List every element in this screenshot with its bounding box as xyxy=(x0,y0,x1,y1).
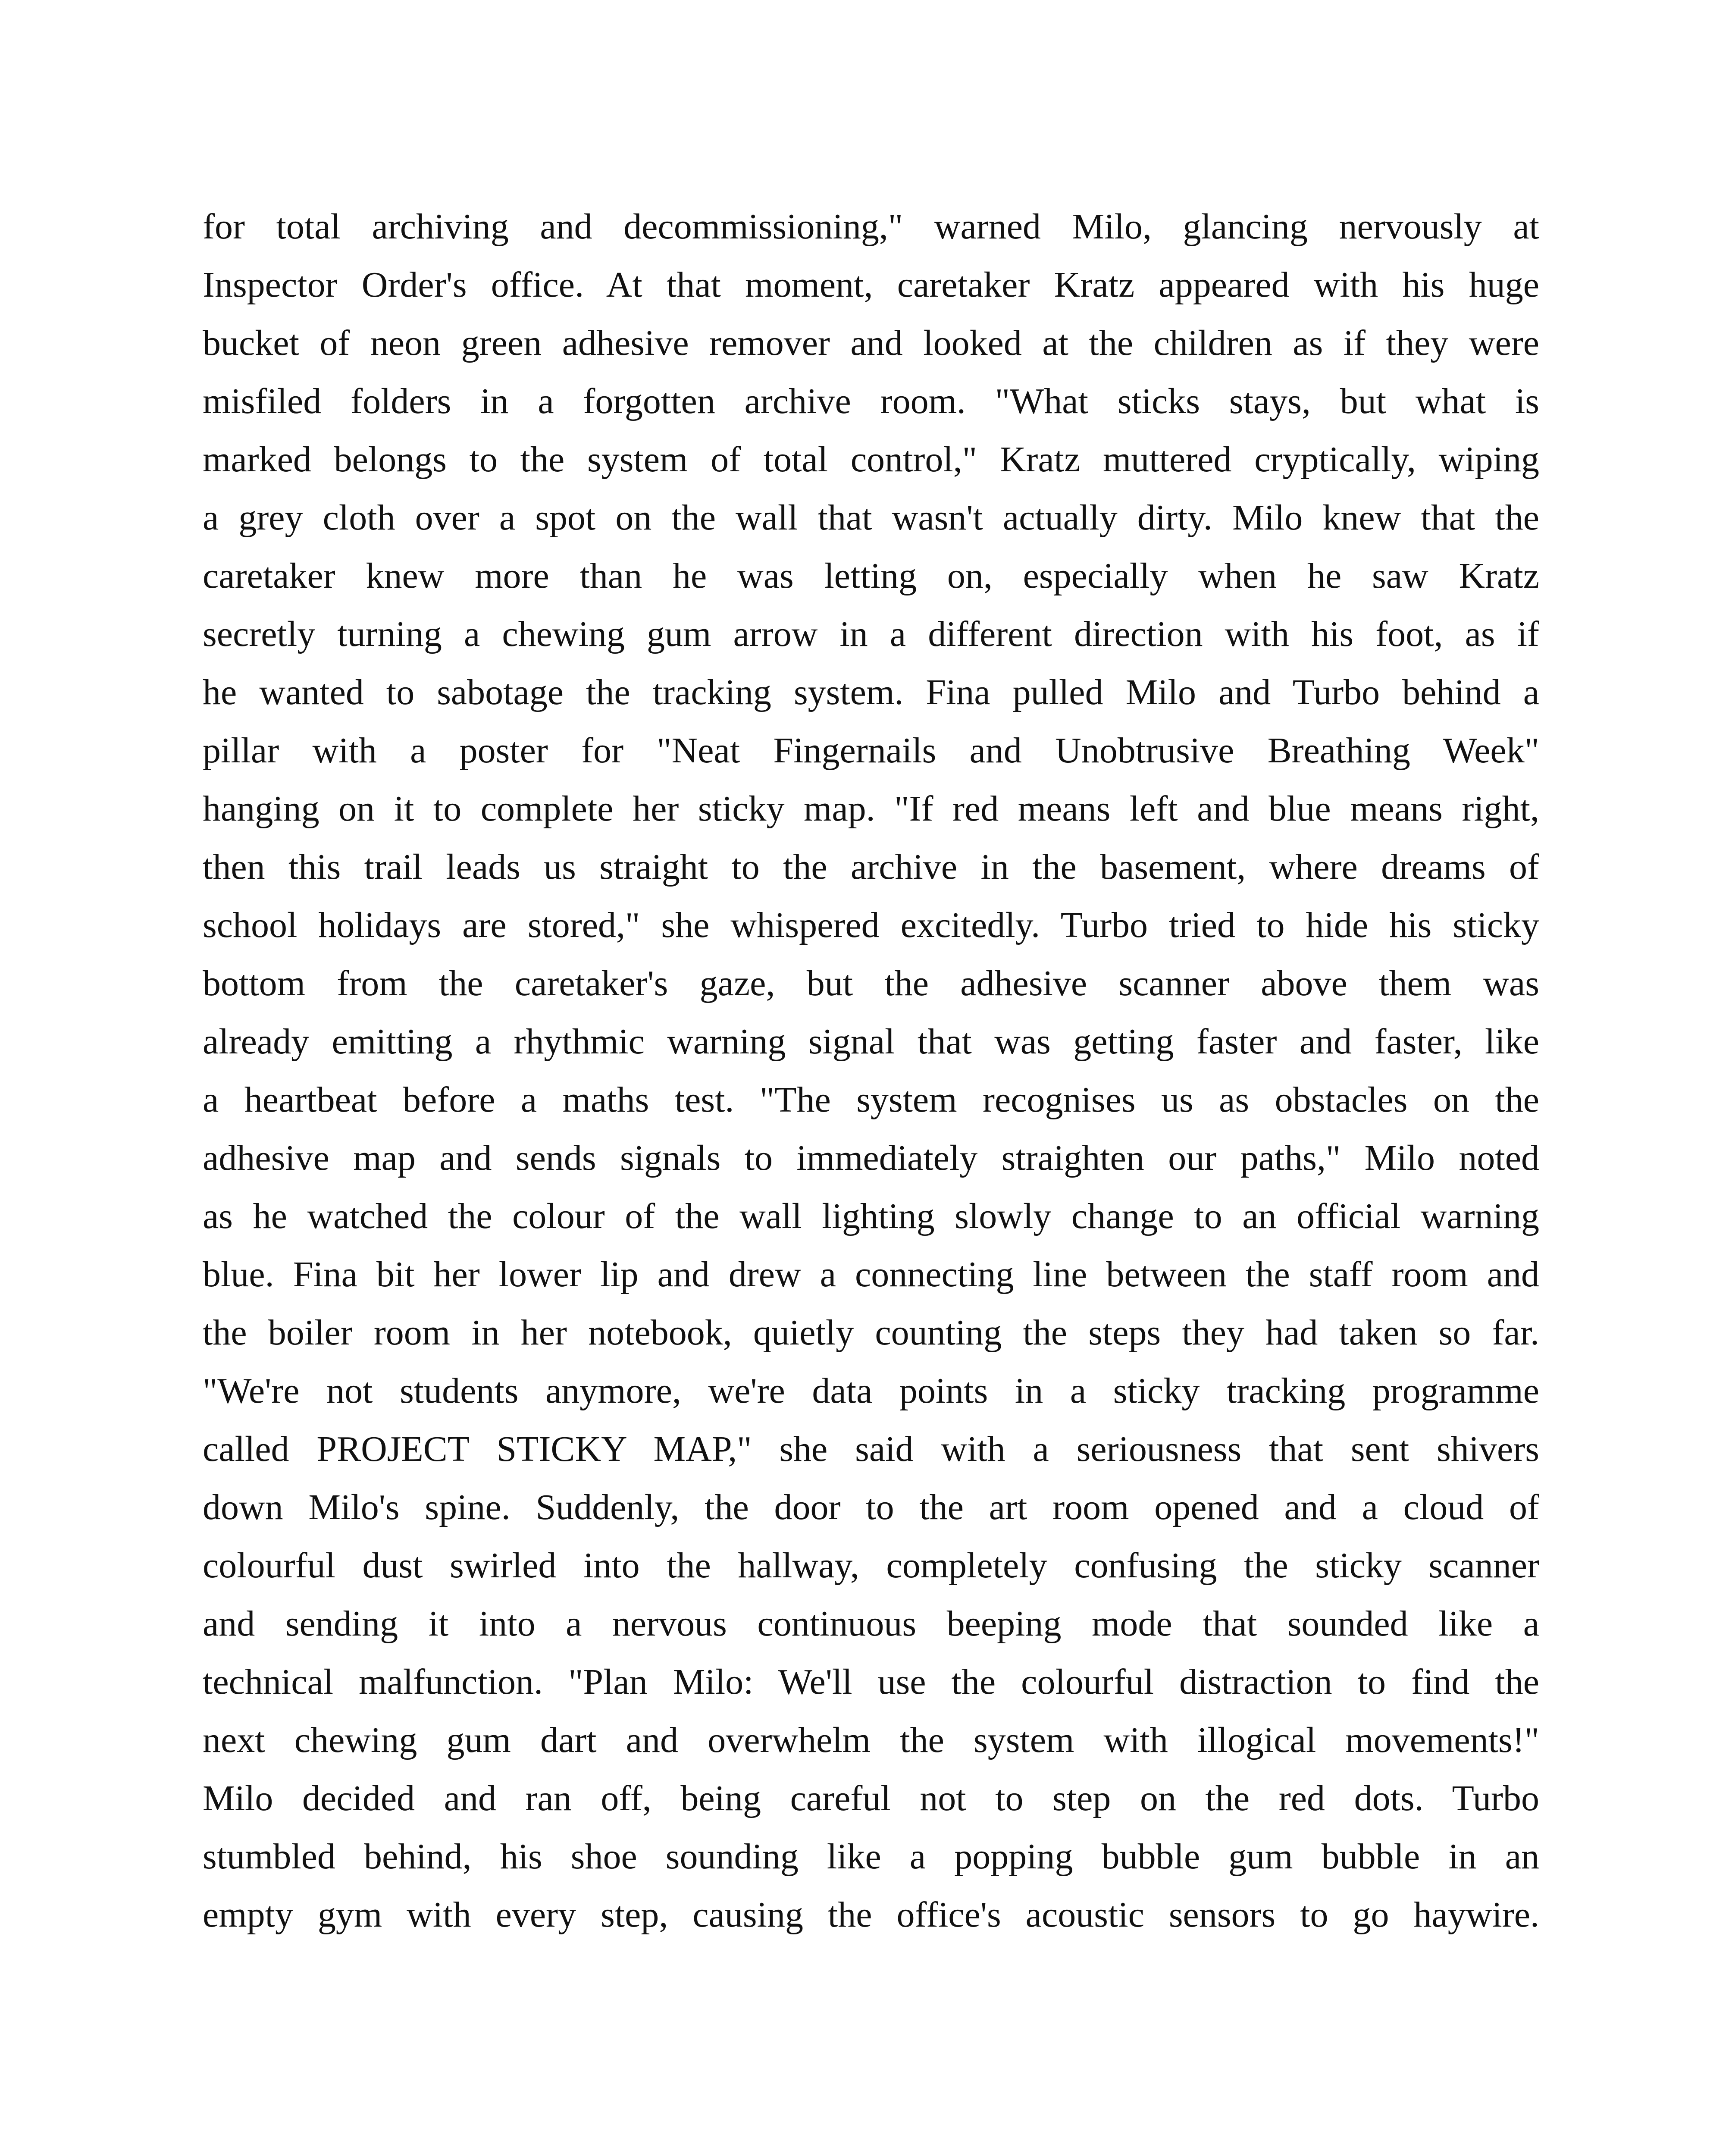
text-line: misfiled folders in a forgotten archive room. "What sticks stays, but what is xyxy=(203,381,1539,421)
text-line: empty gym with every step, causing the office's acoustic sensors to go haywire. xyxy=(203,1895,1539,1935)
text-line: caretaker knew more than he was letting on, especially when he saw Kratz xyxy=(203,556,1539,596)
text-line: Inspector Order's office. At that moment, caretaker Kratz appeared with his huge xyxy=(203,265,1539,305)
text-line: secretly turning a chewing gum arrow in a different direction with his foot, as if xyxy=(203,614,1539,654)
text-line: blue. Fina bit her lower lip and drew a connecting line between the staff room and xyxy=(203,1254,1539,1294)
text-line: "We're not students anymore, we're data points in a sticky tracking programme xyxy=(203,1371,1539,1411)
text-line: hanging on it to complete her sticky map. "If red means left and blue means right, xyxy=(203,789,1539,829)
text-line: a heartbeat before a maths test. "The system recognises us as obstacles on the xyxy=(203,1080,1539,1120)
text-line: colourful dust swirled into the hallway, completely confusing the sticky scanner xyxy=(203,1545,1539,1586)
text-line: already emitting a rhythmic warning signal that was getting faster and faster, like xyxy=(203,1022,1539,1062)
text-line: pillar with a poster for "Neat Fingernails and Unobtrusive Breathing Week" xyxy=(203,730,1539,771)
text-line: Milo decided and ran off, being careful not to step on the red dots. Turbo xyxy=(203,1778,1539,1818)
text-line: then this trail leads us straight to the archive in the basement, where dreams of xyxy=(203,847,1539,887)
text-line: down Milo's spine. Suddenly, the door to the art room opened and a cloud of xyxy=(203,1487,1539,1527)
text-line: adhesive map and sends signals to immediately straighten our paths," Milo noted xyxy=(203,1138,1539,1178)
text-line: technical malfunction. "Plan Milo: We'll use the colourful distraction to find the xyxy=(203,1662,1539,1702)
text-line: marked belongs to the system of total control," Kratz muttered cryptically, wiping xyxy=(203,439,1539,479)
text-line: bottom from the caretaker's gaze, but the adhesive scanner above them was xyxy=(203,963,1539,1003)
text-line: a grey cloth over a spot on the wall that wasn't actually dirty. Milo knew that the xyxy=(203,498,1539,538)
text-line: as he watched the colour of the wall lighting slowly change to an official warning xyxy=(203,1196,1539,1236)
body-text xyxy=(203,197,1539,1944)
text-line: he wanted to sabotage the tracking system. Fina pulled Milo and Turbo behind a xyxy=(203,672,1539,712)
text-line: stumbled behind, his shoe sounding like a popping bubble gum bubble in an xyxy=(203,1836,1539,1877)
text-line: called PROJECT STICKY MAP," she said with a seriousness that sent shivers xyxy=(203,1429,1539,1469)
text-line: the boiler room in her notebook, quietly counting the steps they had taken so far. xyxy=(203,1313,1539,1353)
text-line: school holidays are stored," she whispered excitedly. Turbo tried to hide his sticky xyxy=(203,905,1539,945)
text-line: bucket of neon green adhesive remover and looked at the children as if they were xyxy=(203,323,1539,363)
text-line: for total archiving and decommissioning," warned Milo, glancing nervously at xyxy=(203,207,1539,247)
text-line: next chewing gum dart and overwhelm the system with illogical movements!" xyxy=(203,1720,1539,1760)
text-line: and sending it into a nervous continuous beeping mode that sounded like a xyxy=(203,1604,1539,1644)
